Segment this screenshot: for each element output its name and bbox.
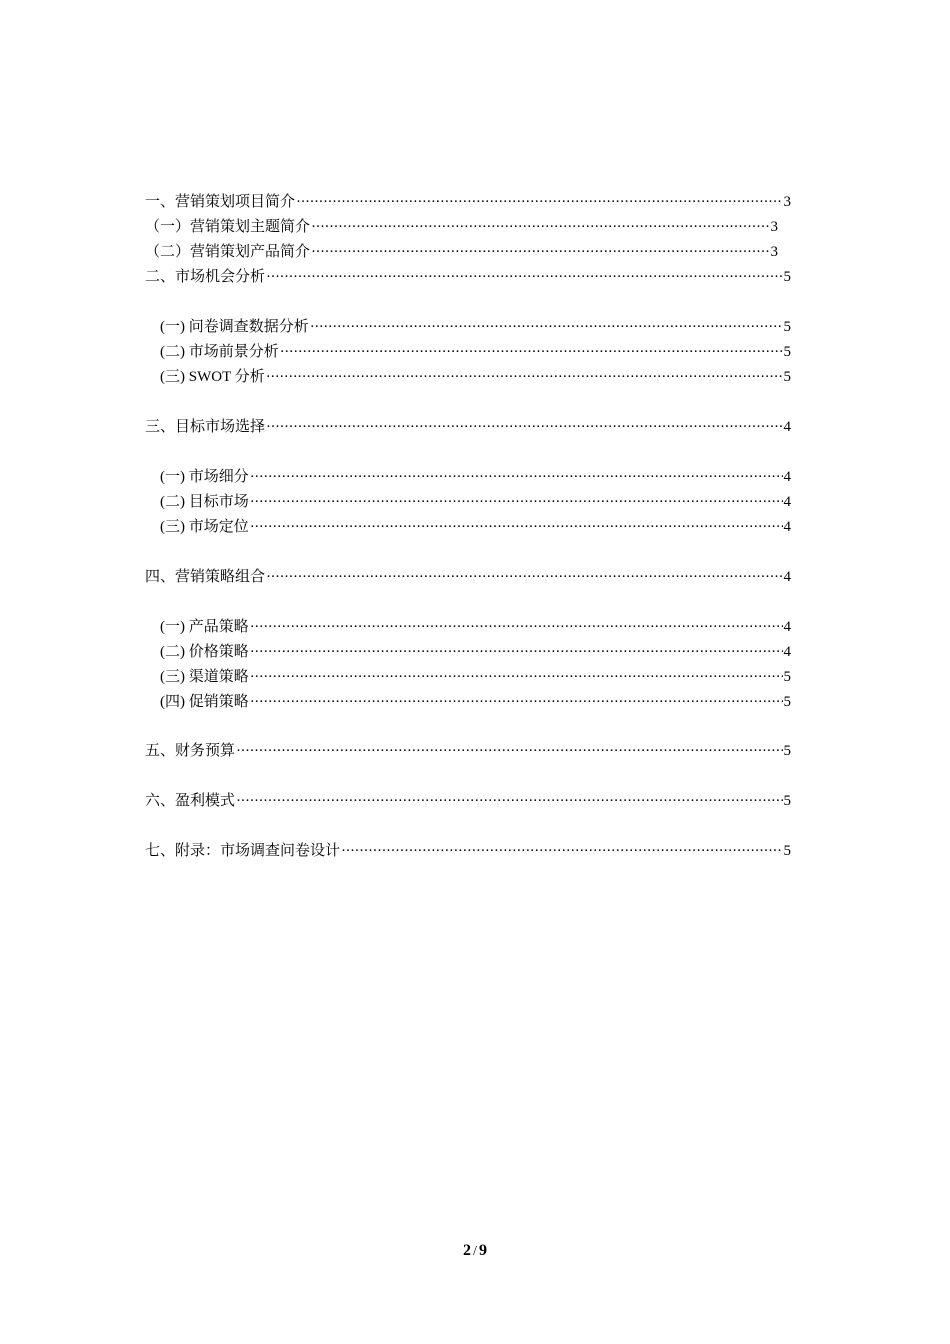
toc-entry-page: 5 — [783, 319, 791, 335]
toc-entry[interactable] — [145, 417, 791, 437]
toc-dot-leader — [236, 741, 782, 761]
toc-entry-title: 二、市场机会分析 — [145, 269, 266, 285]
toc-dot-leader — [236, 791, 782, 811]
toc-dot-leader — [341, 841, 782, 861]
page-number — [0, 1242, 950, 1260]
toc-dot-leader — [296, 192, 782, 212]
toc-entry-title: （一）营销策划主题简介 — [145, 219, 311, 235]
toc-dot-leader — [250, 692, 783, 712]
toc-entry[interactable] — [160, 692, 791, 712]
toc-entry[interactable] — [145, 242, 778, 262]
toc-entry-title: (三) SWOT 分析 — [160, 369, 265, 385]
toc-dot-leader — [280, 342, 783, 362]
toc-entry[interactable] — [160, 317, 791, 337]
total-pages: 9 — [478, 1242, 487, 1259]
toc-entry-page: 4 — [783, 419, 791, 435]
toc-entry-page: 4 — [783, 619, 791, 635]
toc-dot-leader — [250, 492, 783, 512]
toc-dot-leader — [250, 517, 783, 537]
current-page: 2 — [463, 1242, 472, 1259]
toc-dot-leader — [266, 567, 782, 587]
toc-entry-page: 4 — [783, 469, 791, 485]
toc-entry-title: 六、盈利模式 — [145, 793, 236, 809]
page-separator: / — [473, 1244, 477, 1259]
toc-dot-leader — [250, 667, 783, 687]
toc-entry-page: 5 — [783, 344, 791, 360]
toc-entry-page: 3 — [770, 244, 778, 260]
toc-dot-leader — [311, 242, 769, 262]
toc-entry[interactable] — [145, 267, 791, 287]
toc-entry-title: 七、附录：市场调查问卷设计 — [145, 843, 341, 859]
toc-entry[interactable] — [145, 567, 791, 587]
toc-entry-page: 5 — [783, 843, 791, 859]
toc-entry-page: 5 — [783, 669, 791, 685]
toc-entry-title: (二) 价格策略 — [160, 644, 249, 660]
toc-entry[interactable] — [145, 217, 778, 237]
toc-entry-page: 3 — [783, 194, 791, 210]
toc-entry[interactable] — [160, 617, 791, 637]
toc-dot-leader — [266, 367, 783, 387]
toc-entry-page: 5 — [783, 369, 791, 385]
toc-entry-page: 4 — [783, 494, 791, 510]
toc-entry-page: 5 — [783, 694, 791, 710]
toc-dot-leader — [311, 217, 769, 237]
toc-entry[interactable] — [160, 367, 791, 387]
toc-entry-title: 四、营销策略组合 — [145, 569, 266, 585]
toc-entry[interactable] — [160, 642, 791, 662]
toc-entry-page: 4 — [783, 519, 791, 535]
toc-dot-leader — [266, 267, 782, 287]
toc-entry[interactable] — [160, 517, 791, 537]
toc-entry[interactable] — [145, 841, 791, 861]
toc-entry-page: 4 — [783, 569, 791, 585]
toc-dot-leader — [310, 317, 783, 337]
toc-entry-title: 五、财务预算 — [145, 743, 236, 759]
toc-dot-leader — [250, 617, 783, 637]
toc-entry-title: (三) 渠道策略 — [160, 669, 249, 685]
toc-entry-title: 三、目标市场选择 — [145, 419, 266, 435]
toc-entry-title: (一) 市场细分 — [160, 469, 249, 485]
toc-dot-leader — [250, 467, 783, 487]
toc-entry-title: (二) 目标市场 — [160, 494, 249, 510]
toc-entry[interactable] — [145, 741, 791, 761]
toc-entry-page: 5 — [783, 743, 791, 759]
toc-dot-leader — [250, 642, 783, 662]
toc-entry[interactable] — [145, 791, 791, 811]
toc-entry-page: 5 — [783, 269, 791, 285]
toc-entry-page: 5 — [783, 793, 791, 809]
toc-entry[interactable] — [160, 342, 791, 362]
toc-entry[interactable] — [160, 667, 791, 687]
toc-entry-page: 3 — [770, 219, 778, 235]
toc-entry-page: 4 — [783, 644, 791, 660]
toc-dot-leader — [266, 417, 782, 437]
toc-entry-title: (三) 市场定位 — [160, 519, 249, 535]
toc-entry[interactable] — [145, 192, 791, 212]
toc-entry-title: (一) 问卷调查数据分析 — [160, 319, 309, 335]
toc-entry[interactable] — [160, 467, 791, 487]
toc-entry[interactable] — [160, 492, 791, 512]
toc-entry-title: （二）营销策划产品简介 — [145, 244, 311, 260]
toc-entry-title: (四) 促销策略 — [160, 694, 249, 710]
toc-entry-title: (一) 产品策略 — [160, 619, 249, 635]
toc-entry-title: (二) 市场前景分析 — [160, 344, 279, 360]
toc-entry-title: 一、营销策划项目简介 — [145, 194, 296, 210]
